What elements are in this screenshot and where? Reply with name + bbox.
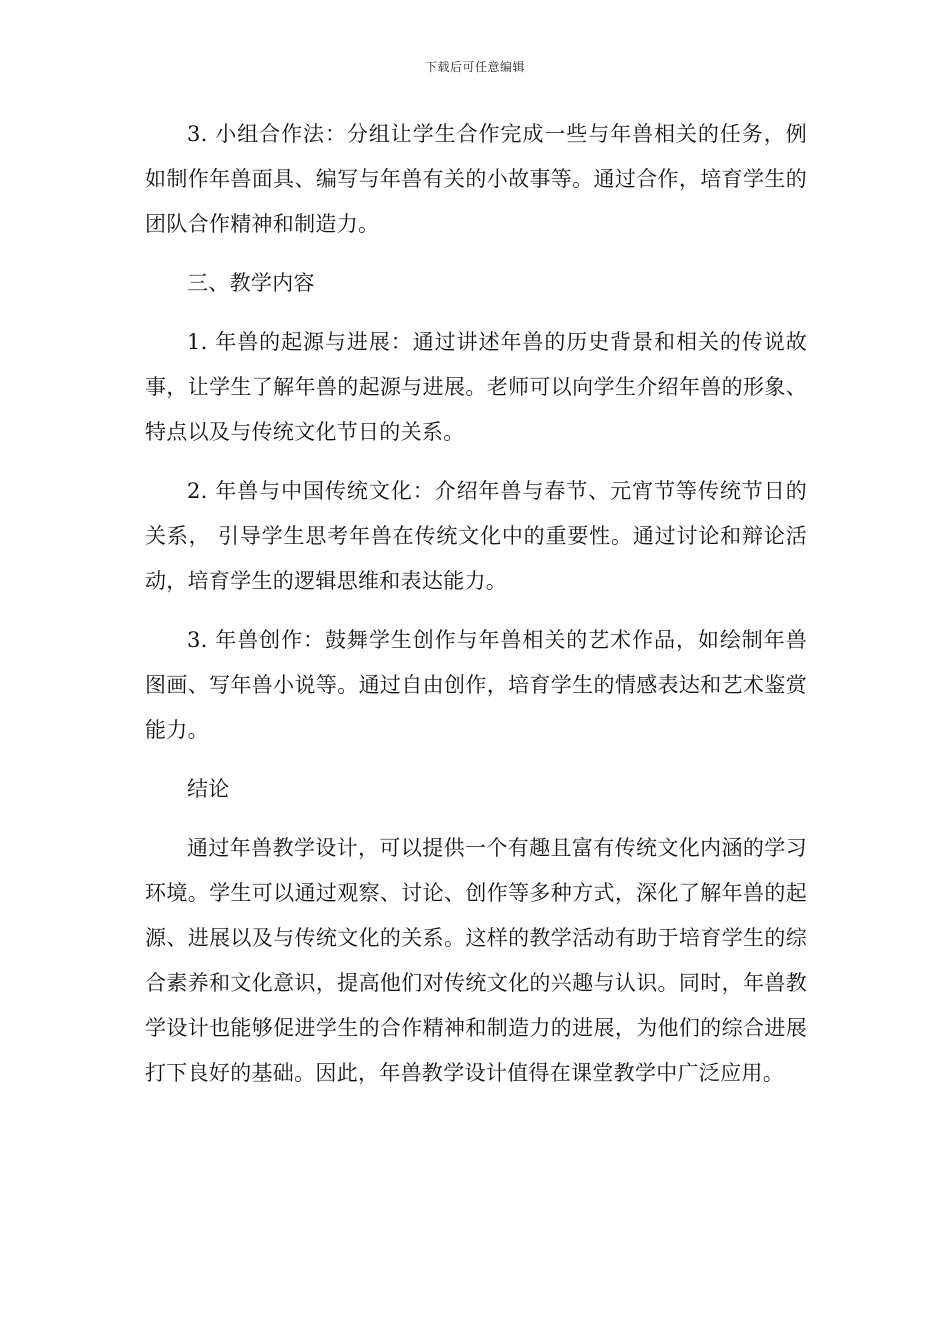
section-heading-conclusion: 结论 xyxy=(187,777,230,801)
section-heading-teaching-content: 三、教学内容 xyxy=(187,271,315,295)
paragraph-method-3: 3. 小组合作法：分组让学生合作完成一些与年兽相关的任务，例如制作年兽面具、编写与年兽有关的小故事等。通过合作，培育学生的团队合作精神和制造力。 xyxy=(145,122,807,236)
paragraph-content-2: 2. 年兽与中国传统文化：介绍年兽与春节、元宵节等传统节日的关系， 引导学生思考年兽在传统文化中的重要性。通过讨论和辩论活动，培育学生的逻辑思维和表达能力。 xyxy=(145,479,807,593)
paragraph-content-1: 1. 年兽的起源与进展：通过讲述年兽的历史背景和相关的传说故事，让学生了解年兽的起源与进展。老师可以向学生介绍年兽的形象、特点以及与传统文化节日的关系。 xyxy=(145,330,807,444)
paragraph-content-3: 3. 年兽创作：鼓舞学生创作与年兽相关的艺术作品，如绘制年兽图画、写年兽小说等。通过自由创作，培育学生的情感表达和艺术鉴赏能力。 xyxy=(145,628,807,742)
document-body xyxy=(145,112,807,1110)
paragraph-conclusion: 通过年兽教学设计，可以提供一个有趣且富有传统文化内涵的学习环境。学生可以通过观察、讨论、创作等多种方式，深化了解年兽的起源、进展以及与传统文化的关系。这样的教学活动有助于培育学生的综合素养和文化意识，提高他们对传统文化的兴趣与认识。同时，年兽教学设计也能够促进学生的合作精神和制造力的进展，为他们的综合进展打下良好的基础。因此，年兽教学设计值得在课堂教学中广泛应用。 xyxy=(145,836,807,1085)
page-header: 下载后可任意编辑 xyxy=(424,60,525,74)
